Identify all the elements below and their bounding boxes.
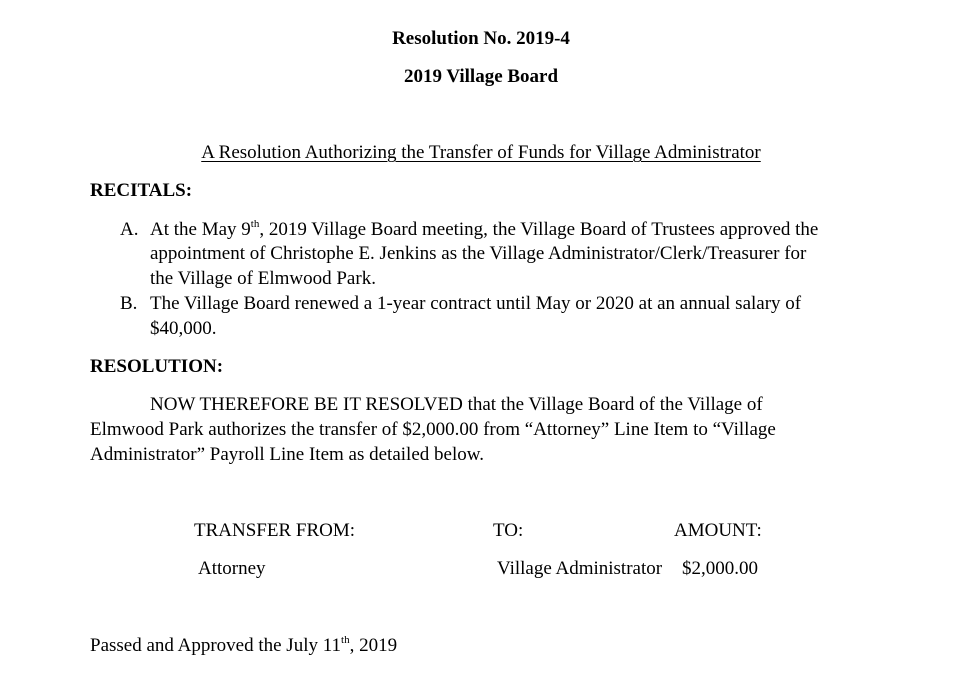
row-amount-cell: $2,000.00 bbox=[682, 558, 758, 579]
passed-ordinal: th bbox=[341, 634, 350, 646]
resolution-line-2: Elmwood Park authorizes the transfer of $2,000.00 from “Attorney” Line Item to “Village bbox=[90, 419, 776, 440]
recital-a-line-2: appointment of Christophe E. Jenkins as the Village Administrator/Clerk/Treasurer for bbox=[150, 243, 807, 264]
recital-b-line-1: The Village Board renewed a 1-year contract until May or 2020 at an annual salary of bbox=[150, 293, 802, 314]
recital-a-line-1-pre: At the May 9 bbox=[150, 219, 251, 240]
recital-marker-b: B. bbox=[120, 293, 138, 314]
resolution-number: Resolution No. 2019-4 bbox=[392, 28, 570, 49]
resolution-title-text: A Resolution Authorizing the Transfer of Funds for Village Administrator bbox=[201, 142, 761, 163]
row-from-cell: Attorney bbox=[198, 558, 266, 579]
recital-a-line-1-post: , 2019 Village Board meeting, the Village Board of Trustees approved the bbox=[259, 219, 819, 240]
board-title: 2019 Village Board bbox=[403, 66, 559, 87]
resolution-heading: RESOLUTION: bbox=[90, 356, 224, 377]
header-amount: AMOUNT: bbox=[674, 520, 762, 541]
recitals-heading: RECITALS: bbox=[90, 180, 193, 201]
header-to: TO: bbox=[493, 520, 524, 541]
recital-b-line-2: $40,000. bbox=[150, 318, 217, 339]
recital-marker-a: A. bbox=[120, 219, 139, 240]
passed-post: , 2019 bbox=[349, 635, 398, 656]
passed-approved-line bbox=[90, 636, 397, 655]
passed-pre: Passed and Approved the July 11 bbox=[90, 635, 342, 656]
recital-a-ordinal: th bbox=[250, 218, 260, 230]
resolution-line-3: Administrator” Payroll Line Item as detailed below. bbox=[90, 444, 484, 465]
resolution-title bbox=[0, 143, 962, 162]
header-transfer-from: TRANSFER FROM: bbox=[194, 520, 356, 541]
resolution-line-1: NOW THEREFORE BE IT RESOLVED that the Village Board of the Village of bbox=[150, 394, 763, 415]
recital-a-line-1 bbox=[150, 220, 818, 239]
row-to-cell: Village Administrator bbox=[497, 558, 663, 579]
recital-a-line-3: the Village of Elmwood Park. bbox=[150, 268, 376, 289]
